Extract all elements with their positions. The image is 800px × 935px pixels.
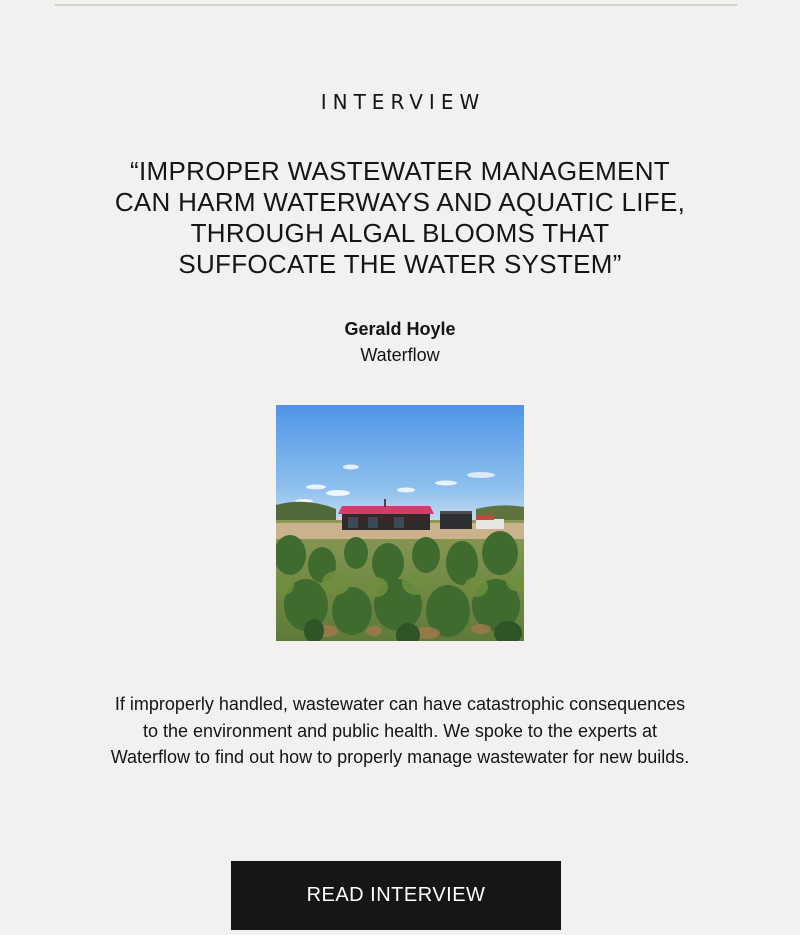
quote-line: THROUGH ALGAL BLOOMS THAT (190, 218, 610, 248)
quote-line: CAN HARM WATERWAYS AND AQUATIC LIFE, (114, 187, 686, 217)
intro-paragraph (80, 691, 720, 771)
intro-line: If improperly handled, wastewater can have catastrophic consequences (114, 694, 686, 714)
intro-line: to the environment and public health. We spoke to the experts at (143, 720, 657, 741)
section-label: INTERVIEW (320, 90, 486, 114)
quote-line: SUFFOCATE THE WATER SYSTEM” (178, 249, 622, 279)
top-divider (55, 4, 737, 6)
author-company: Waterflow (360, 345, 440, 365)
intro-line: Waterflow to find out how to properly manage wastewater for new builds. (110, 747, 690, 767)
interview-photo[interactable] (276, 405, 524, 641)
pull-quote (90, 156, 710, 280)
author-name: Gerald Hoyle (344, 319, 456, 339)
read-interview-button[interactable]: READ INTERVIEW (231, 861, 561, 930)
quote-line: “IMPROPER WASTEWATER MANAGEMENT (130, 156, 670, 186)
